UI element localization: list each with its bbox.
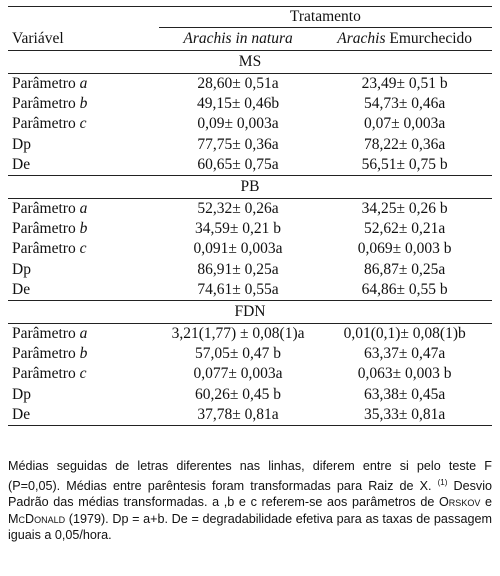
footnote-part3: (1979). Dp = a+b. De = degradabilidade efetiva para as taxas de passagem iguais a 0,05/hora. [8, 511, 492, 542]
row-label-parameter: c [79, 115, 87, 133]
value-in-natura: 0,091± 0,003a [193, 240, 283, 258]
col-header-emurchecido [317, 28, 492, 51]
table-row [8, 219, 492, 239]
col-header-genus: Arachis [337, 30, 386, 47]
row-label-text: Parâmetro [12, 220, 80, 238]
section-row [8, 300, 492, 323]
value-emurchecido: 34,25± 0,26 b [361, 200, 448, 218]
row-label [8, 135, 159, 155]
table-container [8, 6, 492, 426]
row-label [8, 344, 159, 364]
row-label [8, 323, 159, 344]
value-emurchecido: 52,62± 0,21a [364, 220, 446, 238]
row-label-text: Dp [12, 260, 31, 278]
value-emurchecido: 0,063± 0,003 b [357, 365, 452, 383]
table-row [8, 239, 492, 259]
table-row [8, 198, 492, 219]
table-row [8, 364, 492, 384]
value-in-natura: 37,78± 0,81a [159, 405, 318, 426]
row-label [8, 155, 159, 176]
value-in-natura: 3,21(1,77) ± 0,08(1)a [171, 324, 305, 342]
row-label [8, 94, 159, 114]
row-label-parameter: b [79, 95, 88, 113]
table-row [8, 94, 492, 114]
value-emurchecido: 86,87± 0,25a [364, 260, 446, 278]
footnote-author1: Orskov [439, 495, 481, 509]
results-table [8, 6, 492, 426]
footnote-sup: (1) [437, 477, 448, 487]
value-emurchecido: 0,07± 0,003a [364, 115, 446, 133]
table-row [8, 135, 492, 155]
value-emurchecido: 63,37± 0,47a [364, 345, 446, 363]
row-label [8, 384, 159, 404]
col-header-in-natura: Arachis in natura [183, 30, 293, 47]
row-label-text: De [12, 155, 31, 173]
value-in-natura: 34,59± 0,21 b [195, 220, 282, 238]
row-label [8, 364, 159, 384]
row-label [8, 198, 159, 219]
row-label-text: Parâmetro [12, 115, 80, 133]
section-row [8, 175, 492, 198]
value-in-natura: 0,09± 0,003a [197, 115, 279, 133]
value-emurchecido: 23,49± 0,51 b [361, 75, 448, 93]
value-emurchecido: 0,069± 0,003 b [357, 240, 452, 258]
table-row [8, 114, 492, 134]
table-row [8, 405, 492, 426]
row-label [8, 260, 159, 280]
variable-header: Variável [12, 29, 64, 47]
row-label-parameter: c [79, 365, 87, 383]
value-emurchecido: 78,22± 0,36a [364, 135, 446, 153]
section-row [8, 51, 492, 74]
table-row [8, 384, 492, 404]
value-in-natura: 57,05± 0,47 b [195, 345, 282, 363]
row-label-text: Parâmetro [12, 75, 80, 93]
value-emurchecido: 63,38± 0,45a [364, 385, 446, 403]
row-label-parameter: c [79, 240, 87, 258]
group-title: Tratamento [159, 7, 492, 28]
value-in-natura: 49,15± 0,46b [196, 95, 280, 113]
value-in-natura: 0,077± 0,003a [193, 365, 283, 383]
row-label-text: Parâmetro [12, 200, 80, 218]
row-label-text: Dp [12, 135, 31, 153]
header-empty-cell [8, 7, 159, 28]
value-in-natura: 60,65± 0,75a [197, 155, 279, 173]
row-label [8, 280, 159, 301]
footnote [8, 458, 492, 544]
section-title: MS [8, 51, 492, 74]
row-label-text: Parâmetro [12, 345, 80, 363]
table-row [8, 323, 492, 344]
row-label-parameter: a [79, 324, 88, 342]
value-emurchecido: 0,01(0,1)± 0,08(1)b [343, 324, 466, 342]
value-in-natura: 86,91± 0,25a [197, 260, 279, 278]
footnote-part2: Desvio Padrão das médias transformadas. a ,b e c referem-se aos parâmetros de [8, 478, 492, 509]
footnote-author2: McDonald [8, 511, 66, 526]
value-in-natura: 52,32± 0,26a [197, 200, 279, 218]
table-row [8, 74, 492, 95]
row-label-text: Parâmetro [12, 365, 80, 383]
row-label-text: Parâmetro [12, 240, 80, 258]
row-label-text: Dp [12, 385, 31, 403]
section-title: FDN [8, 300, 492, 323]
row-label-parameter: a [79, 200, 88, 218]
row-label [8, 74, 159, 95]
row-label [8, 239, 159, 259]
table-row [8, 260, 492, 280]
footnote-and: e [480, 495, 492, 509]
value-emurchecido: 64,86± 0,55 b [361, 280, 448, 298]
row-label-parameter: a [79, 75, 88, 93]
header-row-1 [8, 7, 492, 28]
row-label-text: Parâmetro [12, 324, 80, 342]
header-row-2 [8, 28, 492, 51]
row-label-text: De [12, 405, 31, 423]
row-label [8, 219, 159, 239]
value-in-natura: 28,60± 0,51a [197, 75, 279, 93]
footnote-part1: Médias seguidas de letras diferentes nas linhas, diferem entre si pelo teste F (P=0,05). Médias entre parêntesis foram transformadas para Raiz de X. [8, 459, 492, 493]
col-header-treatment: Emurchecido [385, 30, 473, 47]
row-label [8, 405, 159, 426]
row-label-text: Parâmetro [12, 95, 80, 113]
table-row [8, 344, 492, 364]
value-in-natura: 74,61± 0,55a [197, 280, 279, 298]
table-row [8, 280, 492, 301]
row-label [8, 114, 159, 134]
table-row [8, 155, 492, 176]
value-emurchecido: 54,73± 0,46a [364, 95, 446, 113]
row-label-parameter: b [79, 220, 88, 238]
section-title: PB [8, 175, 492, 198]
value-in-natura: 60,26± 0,45 b [195, 385, 282, 403]
row-label-parameter: b [79, 345, 88, 363]
value-in-natura: 77,75± 0,36a [197, 135, 279, 153]
row-label-text: De [12, 280, 31, 298]
value-emurchecido: 56,51± 0,75 b [361, 155, 448, 173]
value-emurchecido: 35,33± 0,81a [317, 405, 492, 426]
